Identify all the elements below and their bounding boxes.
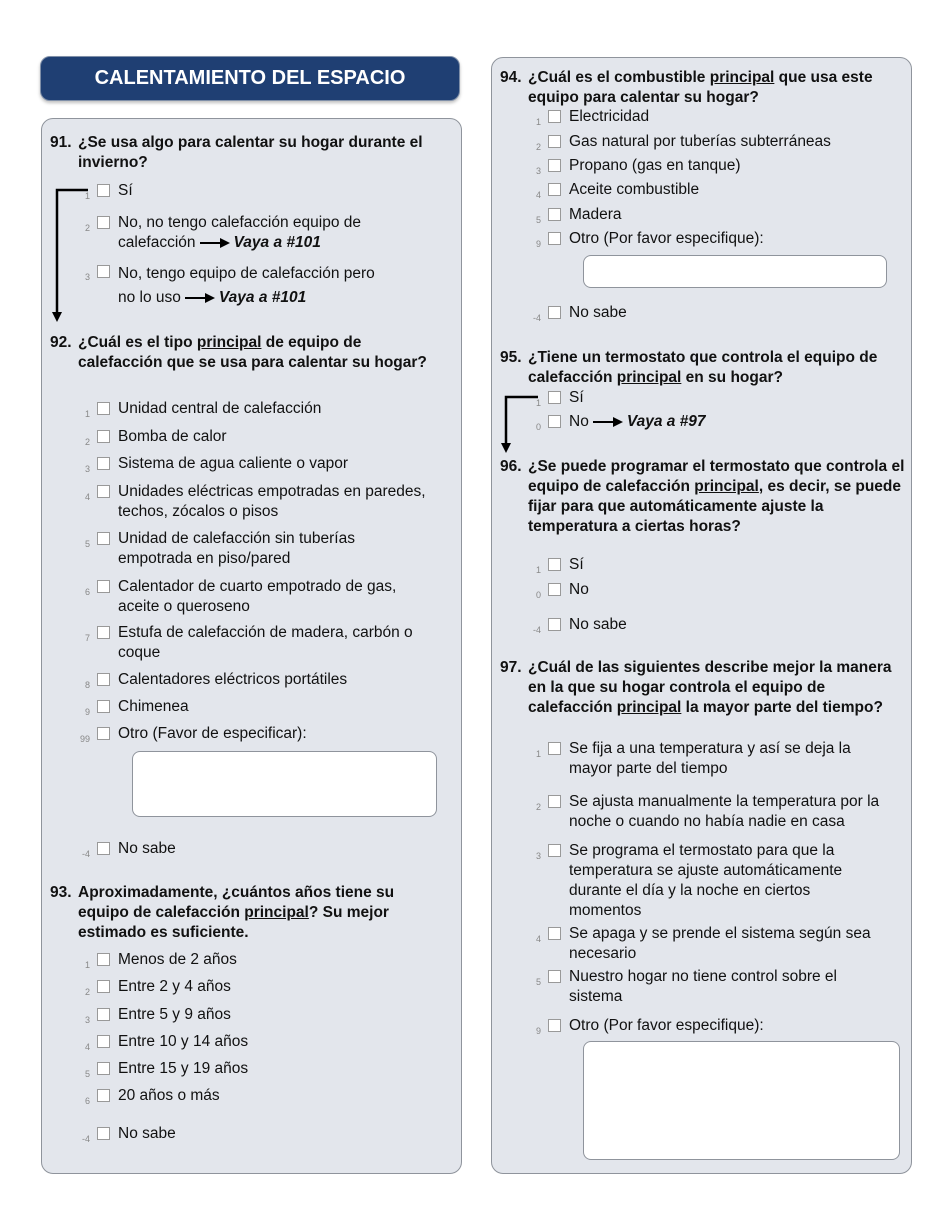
checkbox[interactable] [97,700,110,713]
question-text: ¿Cuál es el tipo [78,334,197,351]
option-code: 2 [535,802,541,812]
option-code: 2 [84,987,90,997]
option-label: Madera [569,206,622,223]
option-code: 1 [84,960,90,970]
option-code: 3 [535,166,541,176]
q95-option-1[interactable] [521,388,906,408]
option-label: Entre 10 y 14 años [118,1033,249,1050]
checkbox[interactable] [548,927,561,940]
q92-option-9[interactable] [70,697,460,717]
q92-option-5[interactable] [70,529,430,569]
option-code: 3 [84,1015,90,1025]
option-label: Propano (gas en tanque) [569,157,741,174]
option-code: 7 [84,633,90,643]
question-text: , es decir, se puede fijar para que automáticamente ajuste la temperatura a ciertas horas? [528,478,902,535]
option-code: 9 [535,239,541,249]
option-label: Nuestro hogar no tiene control sobre el sistema [569,968,837,1005]
checkbox[interactable] [97,1008,110,1021]
option-code: 5 [84,1069,90,1079]
option-label: No, tengo equipo de calefacción pero no lo uso [118,265,375,306]
checkbox[interactable] [548,970,561,983]
option-label: No [569,581,589,598]
question-text: ¿Cuál es el combustible [528,69,710,86]
q92-option-3[interactable] [70,454,460,474]
q94-option-2[interactable] [521,132,906,152]
option-code: 9 [84,707,90,717]
question-emphasis: principal [694,478,759,495]
option-label: No sabe [569,616,627,633]
checkbox[interactable] [97,430,110,443]
q93-option-1[interactable] [70,950,460,970]
q95-option-0[interactable] [521,412,906,432]
checkbox[interactable] [97,673,110,686]
q92-option-7[interactable] [70,623,455,663]
option-label: Unidad de calefacción sin tuberías empotrada en piso/pared [118,530,355,567]
checkbox[interactable] [548,135,561,148]
q97-option-3[interactable] [521,841,881,921]
q96-option-0[interactable] [521,580,906,600]
q96-option-1[interactable] [521,555,906,575]
checkbox[interactable] [548,159,561,172]
question-emphasis: principal [244,904,309,921]
question-96 [500,457,905,537]
option-label: Entre 5 y 9 años [118,1006,231,1023]
section-title: CALENTAMIENTO DEL ESPACIO [40,56,460,101]
checkbox[interactable] [97,184,110,197]
q94-option-dontknow[interactable] [521,303,906,323]
checkbox[interactable] [548,208,561,221]
q92-option-1[interactable] [70,399,460,419]
checkbox[interactable] [548,844,561,857]
checkbox[interactable] [548,306,561,319]
option-label: Calentador de cuarto empotrado de gas, aceite o queroseno [118,578,397,615]
option-code: 4 [535,934,541,944]
option-label: Bomba de calor [118,428,227,445]
checkbox[interactable] [97,1127,110,1140]
q96-option-dontknow[interactable] [521,615,906,635]
q91-option-1[interactable] [70,181,440,201]
question-text: ? Su mejor estimado es suficiente. [78,904,389,941]
q92-option-99[interactable] [70,724,460,744]
option-label: No sabe [118,840,176,857]
q94-option-1[interactable] [521,107,906,127]
option-code: 3 [84,272,90,282]
option-code: 4 [535,190,541,200]
option-label: Otro (Por favor especifique): [569,230,764,247]
question-text: ¿Tiene un termostato que controla el equipo de calefacción [528,349,878,386]
q91-option-2[interactable] [70,213,370,253]
question-94 [500,68,900,108]
option-label: Estufa de calefacción de madera, carbón o coque [118,624,413,661]
q94-option-9[interactable] [521,229,906,249]
option-code: -4 [532,313,541,323]
question-text: la mayor parte del tiempo? [681,699,883,716]
q97-option-2[interactable] [521,792,915,832]
q93-option-3[interactable] [70,1005,460,1025]
question-number: 94. [500,69,522,86]
skip-instruction: Vaya a #97 [626,413,706,430]
option-code: 3 [535,851,541,861]
q93-option-6[interactable] [70,1086,460,1106]
question-number: 97. [500,659,522,676]
question-emphasis: principal [616,369,682,386]
q97-option-1[interactable] [521,739,891,779]
option-label: No sabe [569,304,627,321]
checkbox[interactable] [548,1019,561,1032]
q92-option-4[interactable] [70,482,462,522]
option-code: 1 [535,117,541,127]
question-text: de equipo de calefacción que se usa para calentar su hogar? [78,334,427,371]
option-code: 9 [535,1026,541,1036]
option-label: Se ajusta manualmente la temperatura por la noche o cuando no había nadie en casa [569,793,880,830]
question-91 [50,133,450,173]
q92-other-text-field[interactable] [132,751,437,817]
q94-other-text-field[interactable] [583,255,887,288]
option-label: Chimenea [118,698,189,715]
checkbox[interactable] [97,1062,110,1075]
option-code: -4 [81,849,90,859]
q92-option-2[interactable] [70,427,460,447]
option-label: Entre 15 y 19 años [118,1060,249,1077]
option-code: 0 [535,590,541,600]
option-label: Otro (Por favor especifique): [569,1017,764,1034]
question-emphasis: principal [196,334,262,351]
option-label: Gas natural por tuberías subterráneas [569,133,831,150]
option-label: Sistema de agua caliente o vapor [118,455,349,472]
q93-option-5[interactable] [70,1059,460,1079]
checkbox[interactable] [548,742,561,755]
question-number: 91. [50,134,72,151]
option-code: 1 [535,565,541,575]
option-code: 1 [84,409,90,419]
checkbox[interactable] [548,110,561,123]
option-label: Sí [118,182,133,199]
question-text: ¿Se usa algo para calentar su hogar durante el invierno? [78,134,423,171]
question-text: ¿Se puede programar el termostato que controla el equipo de calefacción [528,458,905,495]
question-number: 95. [500,349,522,366]
option-label: Calentadores eléctricos portátiles [118,671,348,688]
q93-option-2[interactable] [70,977,460,997]
checkbox[interactable] [97,485,110,498]
question-95 [500,348,900,388]
question-text: ¿Cuál de las siguientes describe mejor la manera en la que su hogar controla el equipo de calefacción [528,659,892,716]
question-number: 93. [50,884,72,901]
option-label: Sí [569,556,584,573]
checkbox[interactable] [548,391,561,404]
checkbox[interactable] [97,216,110,229]
q93-option-dontknow[interactable] [70,1124,460,1144]
q93-option-4[interactable] [70,1032,460,1052]
question-93 [50,883,435,943]
q91-option-3[interactable] [70,262,380,310]
skip-instruction: Vaya a #101 [233,234,321,251]
option-label: Se apaga y se prende el sistema según sea necesario [569,925,871,962]
option-code: 4 [84,492,90,502]
option-code: 8 [84,680,90,690]
checkbox[interactable] [548,583,561,596]
checkbox[interactable] [97,457,110,470]
q97-other-text-field[interactable] [583,1041,900,1160]
option-label: Se fija a una temperatura y así se deja la mayor parte del tiempo [569,740,851,777]
checkbox[interactable] [548,183,561,196]
q97-option-4[interactable] [521,924,909,964]
option-label: Unidad central de calefacción [118,400,322,417]
q94-option-4[interactable] [521,180,906,200]
option-label: 20 años o más [118,1087,220,1104]
option-code: -4 [532,625,541,635]
option-code: 99 [79,734,90,744]
option-label: No sabe [118,1125,176,1142]
q94-option-3[interactable] [521,156,906,176]
option-code: 2 [535,142,541,152]
option-label: Unidades eléctricas empotradas en paredes, techos, zócalos o pisos [118,483,426,520]
q92-option-6[interactable] [70,577,440,617]
checkbox[interactable] [97,1089,110,1102]
question-92 [50,333,430,373]
option-label: Se programa el termostato para que la temperatura se ajuste automáticamente durante el día y la noche en ciertos momentos [569,842,843,919]
checkbox[interactable] [548,415,561,428]
option-code: 1 [535,749,541,759]
q92-option-8[interactable] [70,670,460,690]
checkbox[interactable] [97,727,110,740]
option-label: Sí [569,389,584,406]
q94-option-5[interactable] [521,205,906,225]
option-code: 5 [535,215,541,225]
question-text: Aproximadamente, ¿cuántos años tiene su equipo de calefacción [78,884,395,921]
option-label: Electricidad [569,108,650,125]
option-code: 1 [84,191,90,201]
checkbox[interactable] [548,232,561,245]
q92-option-dontknow[interactable] [70,839,460,859]
checkbox[interactable] [97,1035,110,1048]
checkbox[interactable] [97,532,110,545]
checkbox[interactable] [548,558,561,571]
option-label: Otro (Favor de especificar): [118,725,307,742]
option-code: -4 [81,1134,90,1144]
option-label: Menos de 2 años [118,951,237,968]
question-number: 96. [500,458,522,475]
checkbox[interactable] [548,795,561,808]
option-code: 0 [535,422,541,432]
option-code: 1 [535,398,541,408]
checkbox[interactable] [97,980,110,993]
checkbox[interactable] [97,626,110,639]
checkbox[interactable] [97,265,110,278]
question-text: en su hogar? [681,369,783,386]
q97-option-9[interactable] [521,1016,906,1036]
question-emphasis: principal [616,699,682,716]
option-code: 2 [84,437,90,447]
arrow-right-icon [185,292,215,304]
option-code: 6 [84,1096,90,1106]
checkbox[interactable] [97,842,110,855]
option-code: 4 [84,1042,90,1052]
q97-option-5[interactable] [521,967,881,1007]
option-label: No [569,413,589,430]
question-text: que usa este equipo para calentar su hogar? [528,69,873,106]
option-code: 2 [84,223,90,233]
arrow-right-icon [200,237,230,249]
checkbox[interactable] [97,402,110,415]
option-code: 3 [84,464,90,474]
checkbox[interactable] [97,953,110,966]
option-label: No, no tengo calefacción equipo de calefacción [118,214,362,251]
option-code: 6 [84,587,90,597]
arrow-right-icon [593,416,623,428]
question-number: 92. [50,334,72,351]
checkbox[interactable] [548,618,561,631]
option-code: 5 [535,977,541,987]
question-emphasis: principal [709,69,775,86]
option-label: Aceite combustible [569,181,700,198]
option-label: Entre 2 y 4 años [118,978,231,995]
question-97 [500,658,905,718]
checkbox[interactable] [97,580,110,593]
skip-instruction: Vaya a #101 [218,289,307,306]
option-code: 5 [84,539,90,549]
